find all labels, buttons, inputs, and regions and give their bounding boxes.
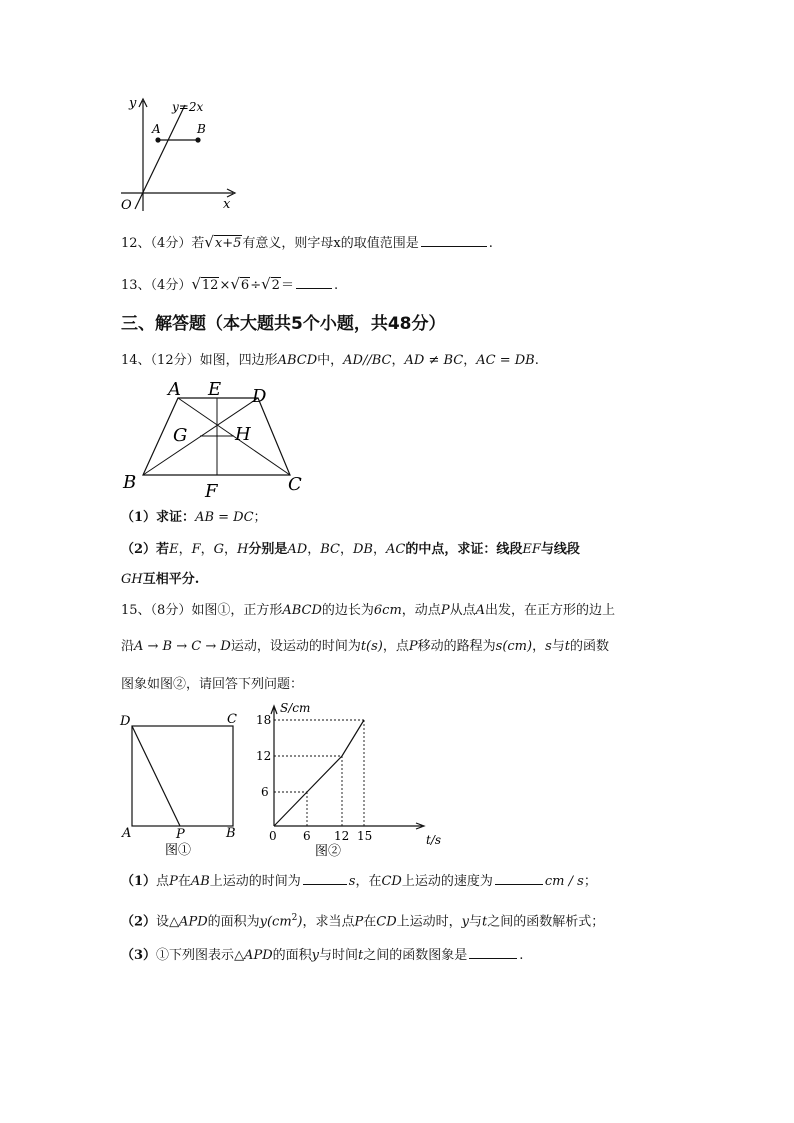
q14-prefix: 14、（12分）如图，四边形 <box>121 353 278 368</box>
comma: ， <box>307 542 321 557</box>
q15-area-var: y(cm <box>259 914 292 930</box>
q15-text: 之间的函数解析式； <box>487 914 605 930</box>
q14-part2-text: 的中点，求证：线段 <box>405 542 523 557</box>
q15-triangle: △APD <box>234 948 273 963</box>
graph-origin: 0 <box>269 829 277 843</box>
q13-answer-blank[interactable] <box>296 276 332 289</box>
q15-seg-ab: AB <box>190 874 210 889</box>
q15-line3: 图象如图②，请回答下列问题： <box>121 677 304 692</box>
question-13 <box>121 275 338 295</box>
q14-mid: 中， <box>317 353 344 368</box>
q14-part1-end: ； <box>253 510 267 525</box>
q15-text: 从点 <box>449 603 476 618</box>
q14-var-g: G <box>213 542 225 557</box>
q15-time-var: t(s) <box>360 639 383 654</box>
q15-part2 <box>121 909 604 931</box>
q14-part1 <box>121 509 267 527</box>
q15-text: 沿 <box>121 639 135 654</box>
q15-side-length: 6cm <box>373 603 402 618</box>
q15-seg-cd: CD <box>381 874 402 889</box>
x-axis-label: x <box>223 197 231 212</box>
graph-xtick-12: 12 <box>334 829 350 843</box>
q14-seg-bc: BC <box>320 542 340 557</box>
q15-part1-blank-speed[interactable] <box>495 872 543 885</box>
q13-equals: ＝ <box>280 278 294 293</box>
q15-text: ，点 <box>382 639 409 654</box>
graph-ytick-12: 12 <box>256 749 272 763</box>
q14-seg-db: DB <box>352 542 373 557</box>
q15-text: ， <box>532 639 546 654</box>
q15-text: ，在 <box>355 874 382 889</box>
q15-text: ； <box>583 874 597 889</box>
q14-var-h: H <box>237 542 249 557</box>
graph-y-label: S/cm <box>280 701 311 715</box>
q15-var-p: P <box>354 914 364 930</box>
linear-graph-figure <box>115 95 245 217</box>
q15-var-y: y <box>311 948 319 963</box>
q15-text: 的函数 <box>570 639 610 654</box>
question-14 <box>121 352 539 370</box>
fig1-label-p: P <box>176 827 185 842</box>
q15-var-a: A <box>475 603 485 618</box>
section-3-heading: 三、解答题（本大题共5个小题，共48分） <box>121 314 446 334</box>
segment-dp <box>132 726 180 826</box>
q14-cond2: AD ≠ BC <box>404 353 464 368</box>
distance-line <box>274 720 364 826</box>
q15-part3-blank[interactable] <box>469 946 517 959</box>
q15-var-p: P <box>440 603 450 618</box>
sqrt-sign: √ <box>230 275 240 293</box>
q15-text: 的面积为 <box>207 914 260 930</box>
label-g: G <box>173 425 188 446</box>
q15-square: ABCD <box>282 603 322 618</box>
y-axis-label: y <box>129 96 137 111</box>
q15-var-t: t <box>564 639 571 654</box>
fig2-caption: 图② <box>315 844 342 859</box>
point-a-label: A <box>152 122 161 136</box>
comma: ， <box>339 542 353 557</box>
q15-text: 与 <box>551 639 565 654</box>
q15-var-s: s <box>545 639 552 654</box>
graph-xtick-15: 15 <box>357 829 373 843</box>
comma: ， <box>224 542 238 557</box>
label-d: D <box>252 386 267 407</box>
q15-part3 <box>121 946 523 965</box>
square-figure <box>116 708 246 860</box>
origin-label: O <box>121 198 132 213</box>
q14-sep2: ， <box>463 353 477 368</box>
point-a-dot <box>155 137 160 142</box>
q14-seg-gh: GH <box>121 572 143 587</box>
q15-unit-s: s <box>348 874 356 889</box>
square-abcd <box>132 726 233 826</box>
label-e: E <box>208 379 222 400</box>
question-12 <box>121 233 493 253</box>
sqrt-sign: √ <box>191 275 201 293</box>
q15-text: ，求当点 <box>302 914 355 930</box>
q15-var-p: P <box>408 639 418 654</box>
q15-seg-cd: CD <box>376 914 397 930</box>
q15-text: 的边长为 <box>321 603 374 618</box>
q12-answer-blank[interactable] <box>421 234 487 247</box>
q15-text: 出发，在正方形的边上 <box>484 603 615 618</box>
fig1-label-d: D <box>120 714 131 729</box>
q15-part1-label: （1） <box>121 874 157 889</box>
q14-part2-text: 互相平分. <box>142 572 200 587</box>
q15-text: 上运动时， <box>396 914 462 930</box>
q15-line2 <box>121 638 609 656</box>
q15-text: 移动的路程为 <box>417 639 496 654</box>
distance-time-graph <box>252 700 452 860</box>
q14-cond3: AC = DB <box>476 353 535 368</box>
q15-part1-blank-time[interactable] <box>303 872 347 885</box>
q15-text: 上运动的速度为 <box>401 874 493 889</box>
q15-var-p: P <box>169 874 178 889</box>
q13-radicand-1: 12 <box>201 278 219 293</box>
q15-path: A → B → C → D <box>134 639 231 654</box>
q15-part3-label: （3） <box>121 948 157 963</box>
q15-text: 运动，设运动的时间为 <box>230 639 361 654</box>
q15-text: 在 <box>363 914 377 930</box>
graph-ytick-6: 6 <box>261 785 269 799</box>
q15-text: 与 <box>469 914 483 930</box>
label-a: A <box>168 379 181 400</box>
q15-distance-var: s(cm) <box>495 639 533 654</box>
q15-text: 上运动的时间为 <box>209 874 301 889</box>
label-f: F <box>205 481 218 502</box>
graph-ytick-18: 18 <box>256 713 272 727</box>
q15-text: 之间的函数图象是 <box>363 948 468 963</box>
q15-text: 在 <box>177 874 191 889</box>
q12-suffix: 有意义，则字母x的取值范围是 <box>242 236 419 251</box>
q15-text: 15、（8分）如图①，正方形 <box>121 603 283 618</box>
sqrt-sign: √ <box>261 275 271 293</box>
q14-cond1: AD//BC <box>343 353 392 368</box>
label-b: B <box>123 472 137 493</box>
q14-sep1: ， <box>391 353 405 368</box>
q14-part1-text: 求证： <box>156 510 196 525</box>
q14-var-f: F <box>191 542 201 557</box>
graph-xtick-6: 6 <box>303 829 311 843</box>
q15-area-var-close: ) <box>297 914 303 930</box>
q15-text: 设 <box>156 914 170 930</box>
q14-end: . <box>534 353 539 368</box>
q15-text: ①下列图表示 <box>156 948 235 963</box>
q13-divide: ÷ <box>250 278 262 293</box>
graph-x-label: t/s <box>426 833 442 847</box>
q13-end: . <box>333 278 339 293</box>
fig1-label-a: A <box>122 826 132 841</box>
q14-part2-text: 分别是 <box>248 542 288 557</box>
fig1-label-b: B <box>226 826 236 841</box>
comma: ， <box>200 542 214 557</box>
q15-text: ，动点 <box>401 603 441 618</box>
q14-part1-label: （1） <box>121 510 157 525</box>
q15-superscript: 2 <box>291 913 298 923</box>
q13-times: × <box>219 278 231 293</box>
q15-text: 的面积 <box>272 948 312 963</box>
q14-part2-label: （2） <box>121 542 157 557</box>
q13-prefix: 13、（4分） <box>121 278 192 293</box>
label-h: H <box>235 424 251 445</box>
q15-text: 与时间 <box>319 948 359 963</box>
q15-text: 点 <box>156 874 170 889</box>
q14-quad: ABCD <box>277 353 318 368</box>
q14-part2-text: 若 <box>156 542 170 557</box>
q13-radicand-2: 6 <box>240 278 250 293</box>
q15-var-t: t <box>482 914 488 930</box>
sqrt-sign: √ <box>204 233 214 251</box>
comma: ， <box>178 542 192 557</box>
fig1-caption: 图① <box>165 843 192 858</box>
q14-seg-ac: AC <box>385 542 406 557</box>
fig1-label-c: C <box>227 712 237 727</box>
q15-var-t: t <box>358 948 364 963</box>
q15-unit-speed: cm / s <box>544 874 584 889</box>
q14-seg-ad: AD <box>287 542 308 557</box>
q15-var-y: y <box>461 914 470 930</box>
q14-part1-math: AB = DC <box>195 510 254 525</box>
point-b-label: B <box>197 122 206 136</box>
q14-var-e: E <box>169 542 179 557</box>
q14-seg-ef: EF <box>522 542 541 557</box>
q15-line1 <box>121 602 615 620</box>
q13-radicand-3: 2 <box>271 278 280 293</box>
q15-text: . <box>519 948 524 963</box>
line-label: y=2x <box>172 100 204 114</box>
trapezoid-figure <box>118 378 318 503</box>
q12-end: . <box>488 236 493 251</box>
q14-part2-line1 <box>121 541 580 559</box>
q15-part2-label: （2） <box>121 914 157 930</box>
comma: ， <box>372 542 386 557</box>
q12-prefix: 12、（4分）若 <box>121 236 205 251</box>
q12-radicand: x+5 <box>214 236 242 251</box>
label-c: C <box>288 474 302 495</box>
q15-part1 <box>121 872 597 891</box>
q14-part2-line2 <box>121 571 199 589</box>
point-b-dot <box>195 137 200 142</box>
q15-triangle: △APD <box>169 914 208 930</box>
q14-part2-text: 与线段 <box>540 542 580 557</box>
